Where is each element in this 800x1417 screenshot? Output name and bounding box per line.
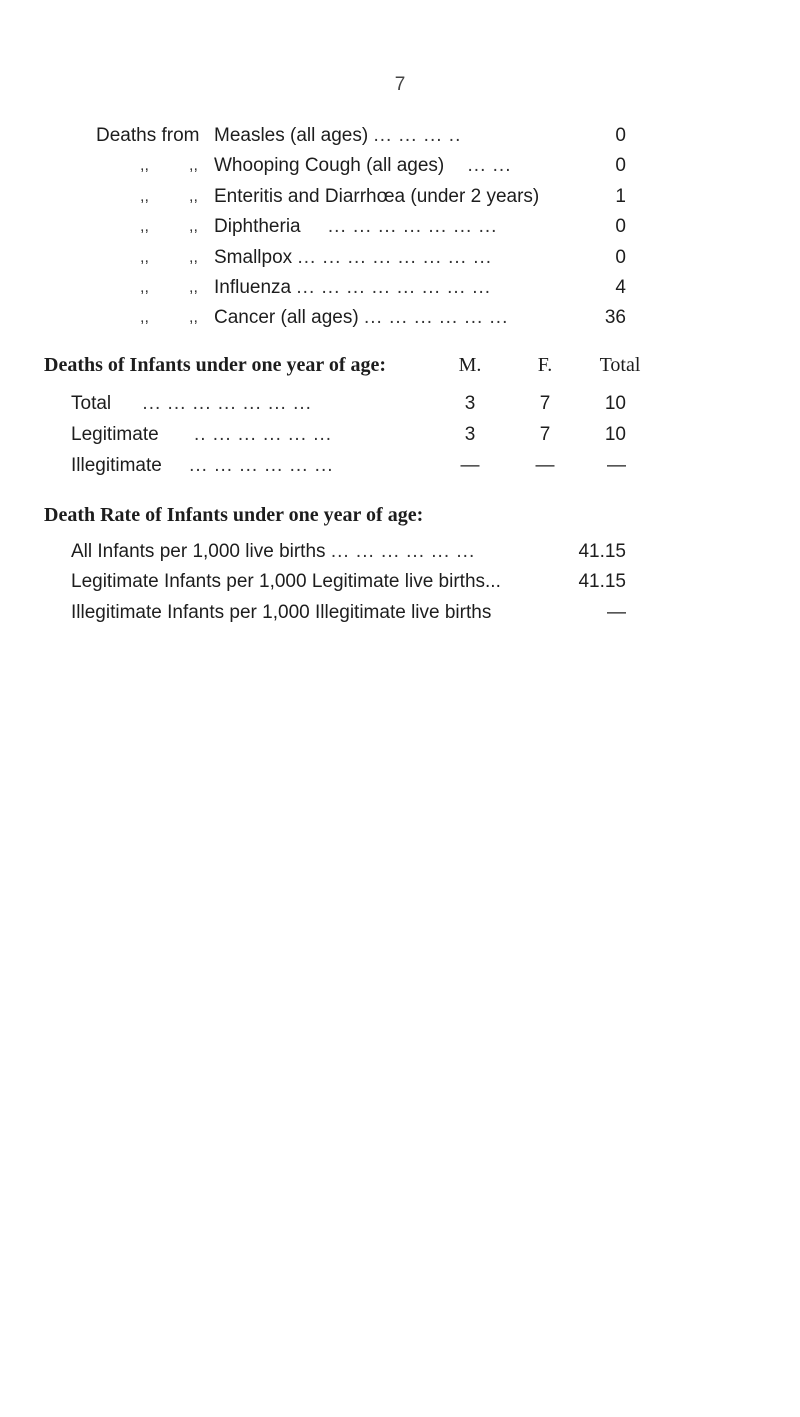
infant-total-value: 10 <box>604 424 626 445</box>
infant-female-value: 7 <box>539 424 551 445</box>
infant-total-value: 10 <box>604 393 626 414</box>
infant-male-value: — <box>460 455 480 476</box>
infant-male-value: 3 <box>464 424 476 445</box>
infant-row-label: Legitimate <box>71 424 159 445</box>
page-number: 7 <box>394 74 406 95</box>
infant-deaths-heading: Deaths of Infants under one year of age: <box>44 354 387 376</box>
column-header-total: Total <box>599 354 641 376</box>
cause-value: 36 <box>604 307 626 328</box>
rate-value: 41.15 <box>578 571 626 592</box>
rate-value: 41.15 <box>578 541 626 562</box>
ditto-mark: ,, <box>140 188 149 205</box>
cause-value: 0 <box>615 247 626 268</box>
infant-row-label: Illegitimate <box>71 455 162 476</box>
ditto-mark: ,, <box>140 309 149 326</box>
leader-dots: ... ... ... ... ... ... ... <box>142 393 312 414</box>
leader-dots: ... ... ... ... ... ... <box>330 541 476 562</box>
ditto-mark: ,, <box>140 249 149 266</box>
leader-dots: ... ... ... .. <box>373 125 462 146</box>
infant-row-illegitimate <box>71 451 334 481</box>
death-rate-heading: Death Rate of Infants under one year of age: <box>44 504 424 526</box>
leader-dots: ... ... ... ... ... ... <box>363 307 509 328</box>
rate-value: — <box>607 602 626 623</box>
deaths-from-label: Deaths from <box>96 125 200 146</box>
cause-label: Measles (all ages) <box>214 125 369 146</box>
cause-label: Cancer (all ages) <box>214 307 359 328</box>
leader-dots: ... ... ... ... ... ... ... ... <box>297 247 493 268</box>
cause-value: 4 <box>615 277 626 298</box>
ditto-mark: ,, <box>140 279 149 296</box>
cause-value: 1 <box>615 186 626 207</box>
cause-label: Enteritis and Diarrhœa (under 2 years) <box>214 186 540 207</box>
leader-dots: .. ... ... ... ... ... <box>193 424 333 445</box>
infant-row-legitimate <box>71 420 332 450</box>
infant-female-value: — <box>535 455 555 476</box>
ditto-mark: ,, <box>140 157 149 174</box>
column-header-female: F. <box>537 354 553 376</box>
ditto-mark: ,, <box>189 279 198 296</box>
ditto-mark: ,, <box>189 249 198 266</box>
cause-label: Influenza <box>214 277 292 298</box>
rate-row-label: Illegitimate Infants per 1,000 Illegitimate live births <box>71 602 492 623</box>
cause-value: 0 <box>615 125 626 146</box>
ditto-mark: ,, <box>140 218 149 235</box>
leader-dots: ... ... <box>467 155 512 176</box>
rate-row-all <box>71 537 475 567</box>
leader-dots: ... ... ... ... ... ... <box>189 455 334 476</box>
ditto-mark: ,, <box>189 157 198 174</box>
cause-label: Diphtheria <box>214 216 301 237</box>
column-header-male: M. <box>458 354 482 376</box>
leader-dots: ... ... ... ... ... ... ... <box>327 216 498 237</box>
rate-row-label: All Infants per 1,000 live births <box>71 541 326 562</box>
cause-label: Whooping Cough (all ages) <box>214 155 445 176</box>
cause-value: 0 <box>615 216 626 237</box>
infant-female-value: 7 <box>539 393 551 414</box>
infant-row-total <box>71 389 312 419</box>
cause-label: Smallpox <box>214 247 293 268</box>
ditto-mark: ,, <box>189 188 198 205</box>
infant-row-label: Total <box>71 393 112 414</box>
ditto-mark: ,, <box>189 218 198 235</box>
infant-male-value: 3 <box>464 393 476 414</box>
rate-row-illegitimate <box>71 598 491 628</box>
cause-value: 0 <box>615 155 626 176</box>
leader-dots: ... ... ... ... ... ... ... ... <box>296 277 492 298</box>
ditto-mark: ,, <box>189 309 198 326</box>
rate-row-label: Legitimate Infants per 1,000 Legitimate live births... <box>71 571 501 592</box>
infant-total-value: — <box>607 455 626 476</box>
rate-row-legitimate <box>71 567 501 597</box>
